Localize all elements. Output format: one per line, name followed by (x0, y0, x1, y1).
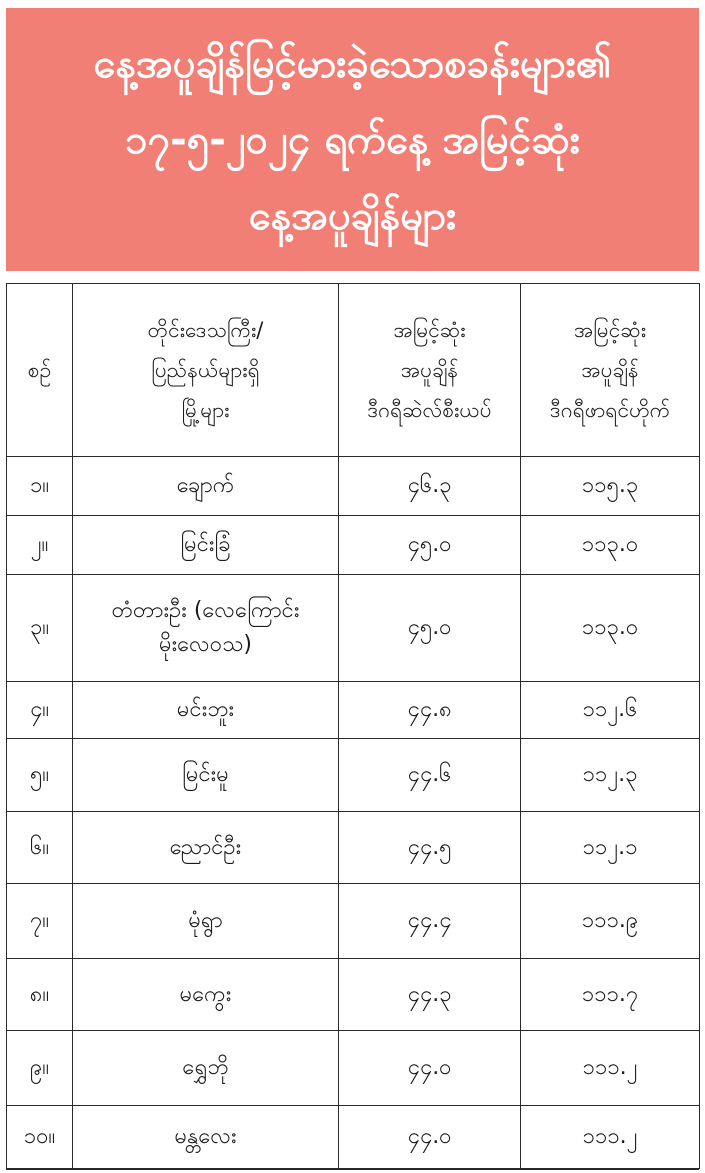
row-number: ၁။ (7, 457, 73, 516)
temperature-table (6, 283, 700, 1169)
row-number: ၄။ (7, 682, 73, 739)
table-row (7, 959, 700, 1031)
row-city: မြင်းခြံ (73, 516, 339, 575)
header-region-line-1: တိုင်းဒေသကြီး/ (147, 318, 264, 342)
row-celsius: ၄၅.၀ (339, 575, 521, 682)
row-number: ၃။ (7, 575, 73, 682)
row-celsius: ၄၄.၆ (339, 739, 521, 812)
row-number: ၉။ (7, 1031, 73, 1106)
row-city: မန္တလေး (73, 1106, 339, 1169)
banner-title-line-1: နေ့အပူချိန်မြင့်မားခဲ့သောစခန်းများ၏ (93, 40, 612, 87)
table-row (7, 457, 700, 516)
row-fahrenheit: ၁၁၃.၀ (521, 575, 700, 682)
row-celsius: ၄၄.၀ (339, 1106, 521, 1169)
row-fahrenheit: ၁၁၁.၂ (521, 1031, 700, 1106)
table-row (7, 1106, 700, 1169)
bottom-divider (6, 1168, 699, 1170)
row-city-line-2: မိုးလေဝသ) (159, 632, 252, 657)
banner-title-line-2: ၁၇-၅-၂၀၂၄ ရက်နေ့ အမြင့်ဆုံး (125, 116, 580, 163)
header-celsius-line-2: အပူချိန် (400, 358, 459, 382)
row-number: ၁၀။ (7, 1106, 73, 1169)
row-number: ၅။ (7, 739, 73, 812)
row-city: ချောက် (73, 457, 339, 516)
table-row (7, 516, 700, 575)
row-number: ၈။ (7, 959, 73, 1031)
row-fahrenheit: ၁၁၅.၃ (521, 457, 700, 516)
row-city-line-1: တံတားဦး (လေကြောင်း (111, 598, 300, 623)
title-banner (6, 8, 699, 271)
row-celsius: ၄၄.၈ (339, 682, 521, 739)
header-fahrenheit-line-1: အမြင့်ဆုံး (573, 318, 647, 342)
row-fahrenheit: ၁၁၂.၆ (521, 682, 700, 739)
row-celsius: ၄၄.၀ (339, 1031, 521, 1106)
row-city: မုံရွာ (73, 884, 339, 959)
row-city: ရွှေဘို (73, 1031, 339, 1106)
table-row (7, 682, 700, 739)
header-number: စဉ် (7, 284, 73, 457)
banner-title-line-3: နေ့အပူချိန်များ (248, 192, 457, 239)
row-city: ညောင်ဦး (73, 812, 339, 884)
row-celsius: ၄၄.၄ (339, 884, 521, 959)
row-number: ၇။ (7, 884, 73, 959)
header-celsius-line-3: ဒီဂရီဆဲလ်စီးယပ် (367, 398, 492, 422)
row-fahrenheit: ၁၁၁.၉ (521, 884, 700, 959)
header-fahrenheit-line-3: ဒီဂရီဖာရင်ဟိုက် (549, 398, 671, 422)
table-row (7, 884, 700, 959)
row-number: ၂။ (7, 516, 73, 575)
row-fahrenheit: ၁၁၁.၂ (521, 1106, 700, 1169)
table-row (7, 575, 700, 682)
row-number: ၆။ (7, 812, 73, 884)
row-fahrenheit: ၁၁၂.၁ (521, 812, 700, 884)
header-celsius-line-1: အမြင့်ဆုံး (393, 318, 466, 342)
header-region-line-3: မြို့များ (181, 398, 230, 422)
row-fahrenheit: ၁၁၂.၃ (521, 739, 700, 812)
header-celsius-max (339, 284, 521, 457)
header-fahrenheit-line-2: အပူချိန် (581, 358, 639, 382)
row-city (73, 575, 339, 682)
table-row (7, 812, 700, 884)
table-header-row (7, 284, 700, 457)
row-celsius: ၄၄.၃ (339, 959, 521, 1031)
header-fahrenheit-max (521, 284, 700, 457)
row-celsius: ၄၆.၃ (339, 457, 521, 516)
row-celsius: ၄၄.၅ (339, 812, 521, 884)
row-celsius: ၄၅.၀ (339, 516, 521, 575)
row-city: မင်းဘူး (73, 682, 339, 739)
header-region-line-2: ပြည်နယ်များရှိ (151, 358, 260, 382)
row-fahrenheit: ၁၁၃.၀ (521, 516, 700, 575)
table-row (7, 739, 700, 812)
header-region (73, 284, 339, 457)
table-row (7, 1031, 700, 1106)
row-fahrenheit: ၁၁၁.၇ (521, 959, 700, 1031)
row-city: မကွေး (73, 959, 339, 1031)
row-city: မြင်းမူ (73, 739, 339, 812)
